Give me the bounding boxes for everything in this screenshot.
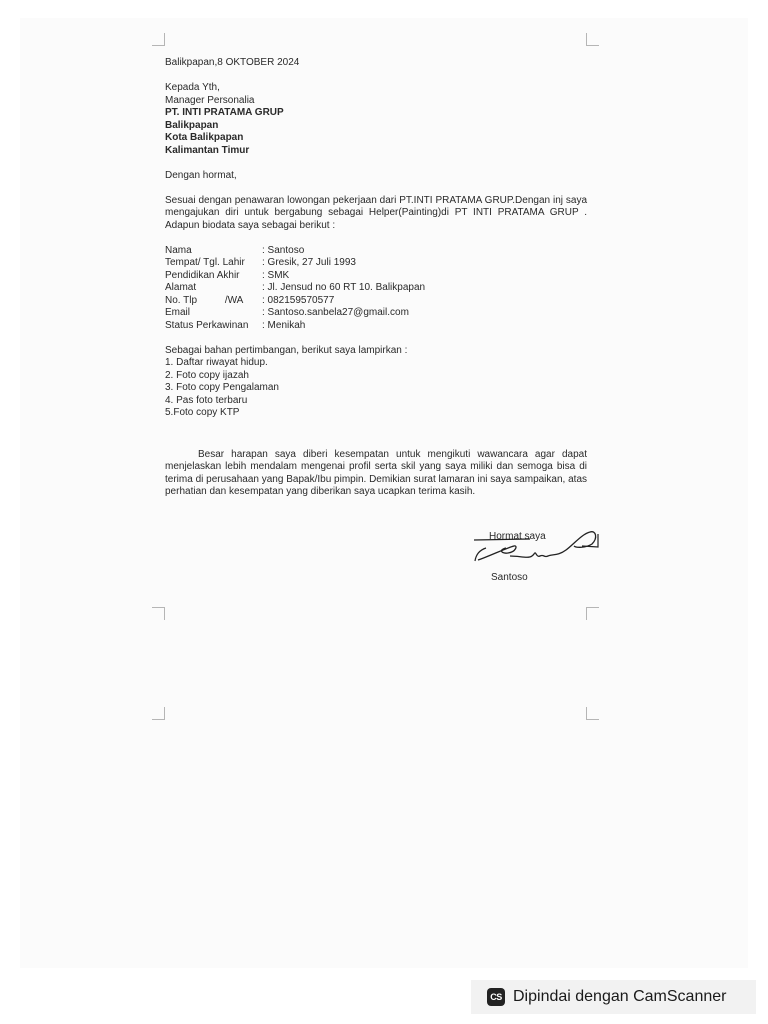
biodata-value: : 082159570577 <box>262 294 335 306</box>
biodata-row <box>165 245 425 258</box>
biodata-label: Tempat/ Tgl. Lahir <box>165 257 245 268</box>
crop-mark <box>586 607 599 620</box>
biodata-label: Alamat <box>165 282 197 293</box>
crop-mark <box>152 707 165 720</box>
recipient-block <box>165 82 587 157</box>
biodata-row <box>165 295 425 308</box>
crop-mark <box>586 33 599 46</box>
biodata-label: Status Perkawinan <box>165 319 249 331</box>
watermark-text: Dipindai dengan CamScanner <box>513 988 727 1005</box>
signatory-name: Santoso <box>491 572 528 583</box>
biodata-value: : Santoso <box>262 244 305 256</box>
recipient-line: Kalimantan Timur <box>165 144 250 156</box>
biodata-value: : Menikah <box>262 319 306 331</box>
attachment-item: 2. Foto copy ijazah <box>165 369 249 381</box>
attachment-item: 4. Pas foto terbaru <box>165 394 248 406</box>
biodata-label: No. Tlp /WA <box>165 294 244 306</box>
attachments-list <box>165 357 587 420</box>
recipient-company: PT. INTI PRATAMA GRUP <box>165 107 284 118</box>
greeting: Dengan hormat, <box>165 169 237 181</box>
crop-mark <box>152 33 165 46</box>
camscanner-logo-icon: CS <box>487 988 505 1006</box>
biodata-row <box>165 307 425 320</box>
attachment-item: 3. Foto copy Pengalaman <box>165 382 279 393</box>
biodata-row <box>165 320 425 333</box>
recipient-line: Kepada Yth, <box>165 82 220 93</box>
recipient-line: Manager Personalia <box>165 94 255 106</box>
crop-mark <box>586 707 599 720</box>
biodata-label: Email <box>165 307 191 318</box>
place-date: Balikpapan,8 OKTOBER 2024 <box>165 57 300 68</box>
biodata-value: : Santoso.sanbela27@gmail.com <box>262 307 409 318</box>
attachment-item: 5.Foto copy KTP <box>165 407 240 418</box>
attachments-intro: Sebagai bahan pertimbangan, berikut saya lampirkan : <box>165 344 408 356</box>
biodata-value: : Gresik, 27 Juli 1993 <box>262 257 356 268</box>
crop-mark <box>152 607 165 620</box>
biodata-label: Nama <box>165 244 192 256</box>
closing-paragraph: Besar harapan saya diberi kesempatan untuk mengikuti wawancara agar dapat menjelaskan lebih mendalam mengenai profil serta skil yang saya miliki dan semoga bisa di terima di perusahaan yang Bapak/Ibu pimpin. Demikian surat lamaran ini saya sampaikan, atas perhatian dan kesempatan yang diberikan saya ucapkan terima kasih. <box>165 448 587 497</box>
biodata-value: : Jl. Jensud no 60 RT 10. Balikpapan <box>262 282 426 293</box>
biodata-row <box>165 282 425 295</box>
attachment-item: 1. Daftar riwayat hidup. <box>165 357 268 368</box>
recipient-line: Kota Balikpapan <box>165 132 244 143</box>
closing-salutation: Hormat saya <box>489 531 546 542</box>
application-letter <box>165 57 587 499</box>
biodata-row <box>165 257 425 270</box>
intro-paragraph: Sesuai dengan penawaran lowongan pekerjaan dari PT.INTI PRATAMA GRUP.Dengan inj saya mengajukan diri untuk bergabung sebagai Helper(Painting)di PT INTI PRATAMA GRUP . Adapun biodata saya sebagai berikut : <box>165 194 587 231</box>
biodata-label: Pendidikan Akhir <box>165 269 240 281</box>
biodata-value: : SMK <box>262 269 290 281</box>
biodata-row <box>165 270 425 283</box>
handwritten-signature <box>470 526 605 572</box>
camscanner-watermark <box>471 980 756 1014</box>
biodata-table <box>165 245 425 333</box>
recipient-line: Balikpapan <box>165 119 219 131</box>
